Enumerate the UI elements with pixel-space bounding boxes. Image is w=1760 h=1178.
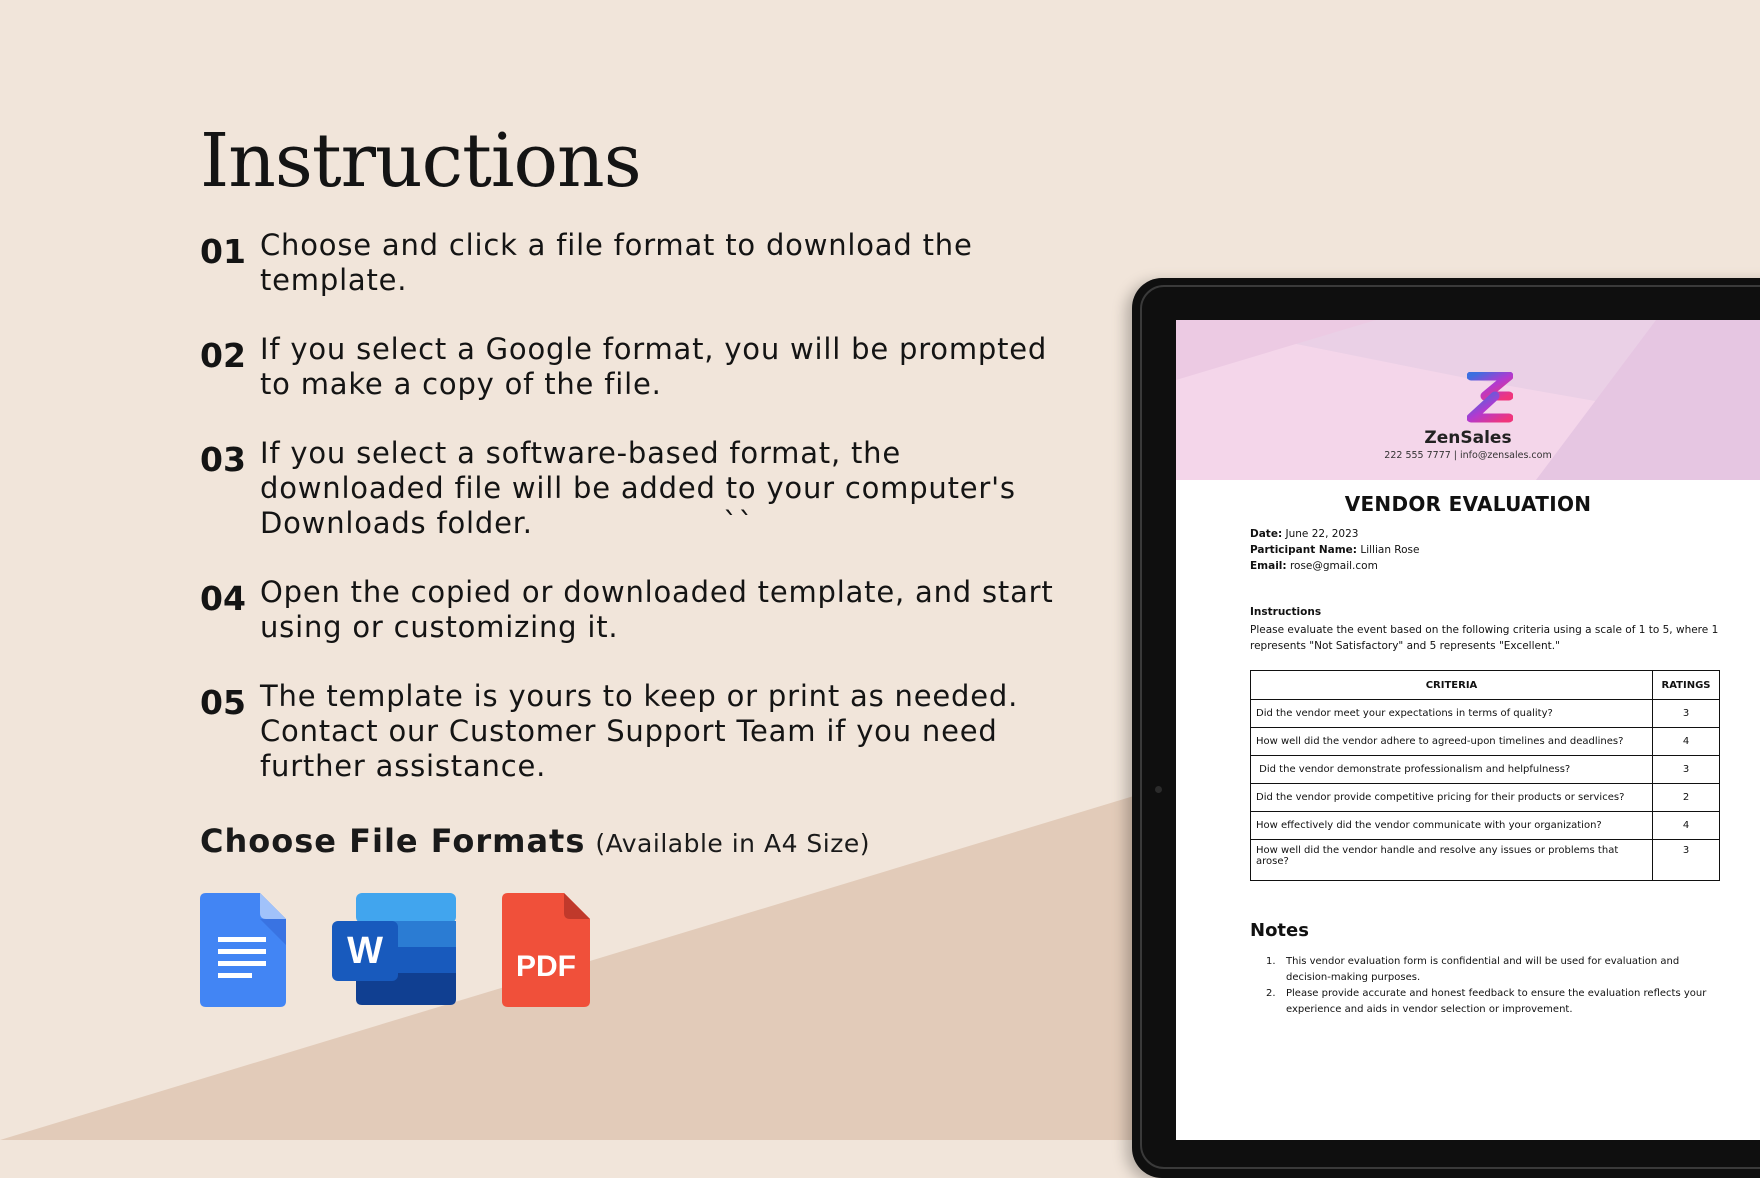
tablet-camera [1155,786,1162,793]
document-instructions-heading: Instructions [1250,606,1322,618]
table-row [1251,812,1720,840]
meta-participant-label: Participant Name: [1250,544,1358,556]
brand-name: ZenSales [1424,428,1512,448]
step-text: Open the copied or downloaded template, and start using or customizing it. [260,575,1054,644]
file-formats-title [200,822,870,860]
criteria-cell: How effectively did the vendor communicate with your organization? [1251,812,1653,840]
table-row [1251,728,1720,756]
rating-cell: 3 [1653,700,1720,728]
document-preview [1176,320,1760,1140]
page-heading: Instructions [200,118,641,204]
meta-participant [1250,542,1419,558]
notes-heading: Notes [1250,920,1309,941]
rating-cell: 4 [1653,812,1720,840]
step-text: Choose and click a file format to download the template. [260,228,973,297]
note-number: 1. [1266,956,1276,967]
step-number: 01 [200,232,246,271]
criteria-cell: Did the vendor meet your expectations in terms of quality? [1251,700,1653,728]
rating-cell: 2 [1653,784,1720,812]
criteria-cell: How well did the vendor adhere to agreed-upon timelines and deadlines? [1251,728,1653,756]
step-item [200,575,1080,645]
step-number: 04 [200,579,246,618]
step-text: The template is yours to keep or print as needed. Contact our Customer Support Team if you need further assistance. [260,679,1019,783]
rating-cell: 4 [1653,728,1720,756]
meta-email-value: rose@gmail.com [1289,560,1378,572]
meta-date [1250,526,1419,542]
microsoft-word-icon[interactable] [332,893,456,1005]
step-number: 05 [200,683,246,722]
meta-date-label: Date: [1250,528,1283,540]
table-row [1251,756,1720,784]
zensales-logo-icon [1467,372,1513,424]
step-number: 03 [200,440,246,479]
step-number: 02 [200,336,246,375]
step-item [200,332,1080,402]
meta-email [1250,558,1419,574]
criteria-cell: Did the vendor demonstrate professionalism and helpfulness? [1251,756,1653,784]
document-instructions-text: Please evaluate the event based on the following criteria using a scale of 1 to 5, where 1 represents "Not Satisfactory" and 5 represents "Excellent." [1250,624,1719,652]
criteria-header: CRITERIA [1251,671,1653,700]
note-text: This vendor evaluation form is confidential and will be used for evaluation and decision-making purposes. [1286,956,1680,983]
file-formats-size-note: (Available in A4 Size) [595,829,870,858]
step-item [200,436,1080,541]
brand-contact: 222 555 7777 | info@zensales.com [1384,450,1552,461]
step-text: If you select a Google format, you will be prompted to make a copy of the file. [260,332,1048,401]
pdf-label: PDF [516,950,576,983]
word-letter: W [347,930,383,972]
document-title: VENDOR EVALUATION [1344,492,1592,516]
meta-date-value: June 22, 2023 [1285,528,1359,540]
note-text: Please provide accurate and honest feedback to ensure the evaluation reflects your experience and aids in vendor selection or improvement. [1286,988,1707,1015]
step-item [200,679,1080,784]
note-number: 2. [1266,988,1276,999]
note-item [1266,954,1726,986]
meta-participant-value: Lillian Rose [1360,544,1420,556]
file-formats-label: Choose File Formats [200,822,586,860]
step-text: If you select a software-based format, the downloaded file will be added to your computer's Downloads folder. `` [260,436,1016,540]
table-row [1251,784,1720,812]
criteria-table [1250,670,1720,881]
note-item [1266,986,1726,1018]
table-header-row [1251,671,1720,700]
criteria-cell: Did the vendor provide competitive pricing for their products or services? [1251,784,1653,812]
step-item [200,228,1080,298]
instruction-steps [200,228,1080,818]
table-row [1251,700,1720,728]
pdf-icon[interactable] [502,893,590,1007]
rating-cell: 3 [1653,756,1720,784]
meta-email-label: Email: [1250,560,1287,572]
ratings-header: RATINGS [1653,671,1720,700]
notes-list [1266,954,1726,1018]
criteria-cell: How well did the vendor handle and resolve any issues or problems that arose? [1251,840,1653,881]
rating-cell: 3 [1653,840,1720,881]
google-docs-icon[interactable] [200,893,286,1007]
table-row [1251,840,1720,881]
document-meta [1250,526,1419,574]
